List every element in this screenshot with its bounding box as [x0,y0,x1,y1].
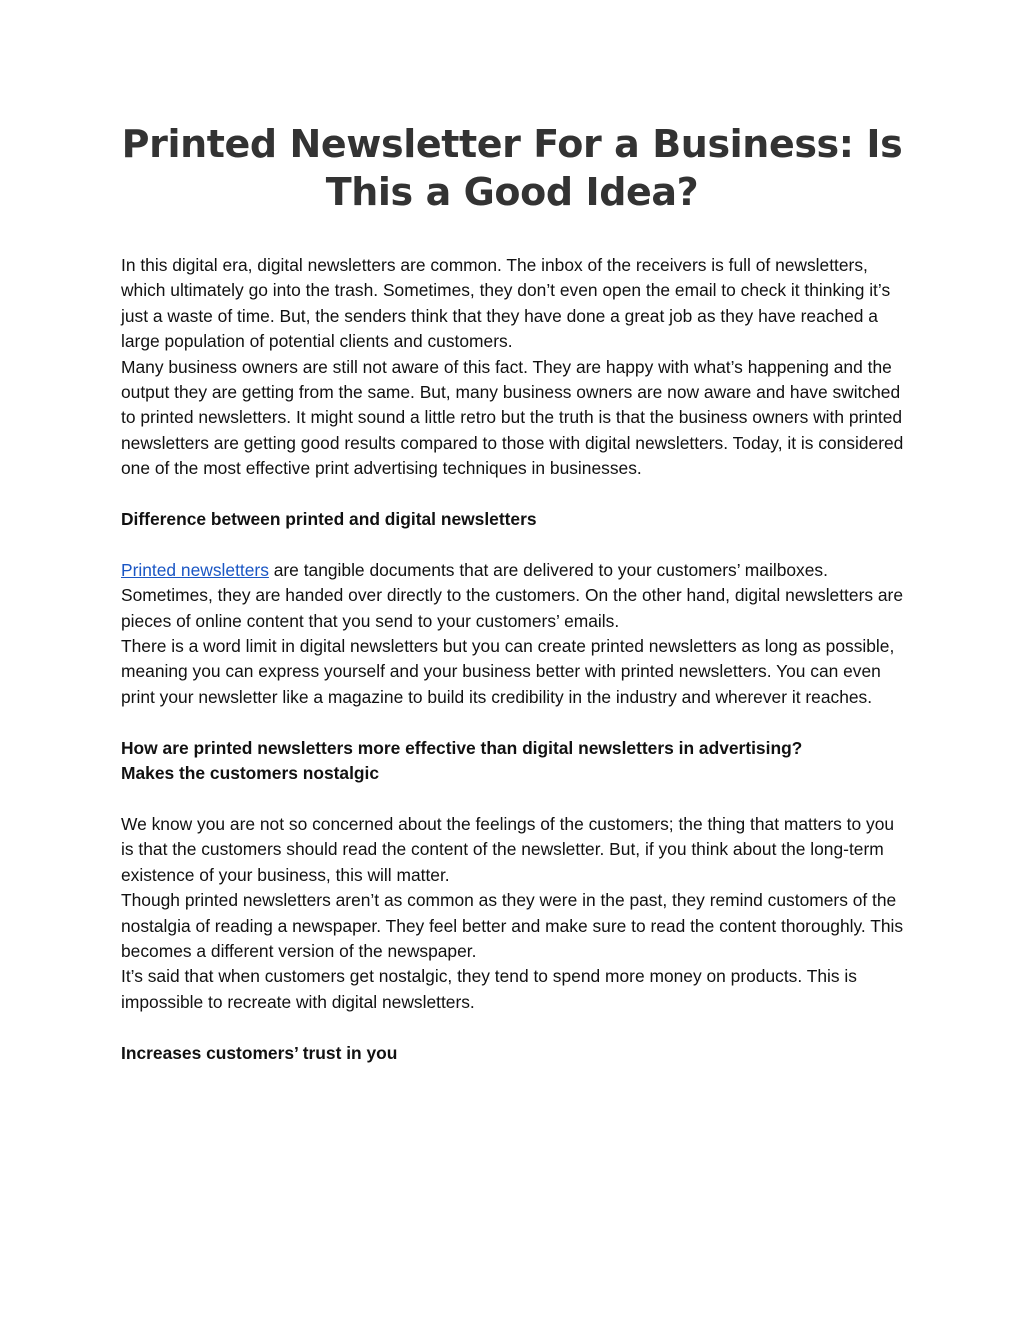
section-heading-difference: Difference between printed and digital newsletters [121,509,537,530]
section-heading-effective: How are printed newsletters more effective than digital newsletters in advertising? [121,737,803,758]
nostalgic-paragraph-2: Though printed newsletters aren’t as common as they were in the past, they remind customers of the nostalgia of reading a newspaper. They feel better and make sure to read the content thoroughly. This becomes a different version of the newspaper. [121,890,904,961]
nostalgic-paragraph-1: We know you are not so concerned about the feelings of the customers; the thing that matters to you is that the customers should read the content of the newsletter. But, if you think about the long-term existence of your business, this will matter. [121,813,895,885]
spacer [121,1015,909,1040]
intro-paragraph-1: In this digital era, digital newsletters are common. The inbox of the receivers is full of newsletters, which ultimately go into the trash. Sometimes, they don’t even open the email to check it thinking it’s just a waste of time. But, the senders think that they have done a great job as they have reached a large population of potential clients and customers. [121,255,891,352]
difference-paragraph-2: There is a word limit in digital newsletters but you can create printed newsletters as long as possible, meaning you can express yourself and your business better with printed newsletters. You can even print your newsletter like a magazine to build its credibility in the industry and wherever it reaches. [121,636,895,707]
intro-paragraph-2: Many business owners are still not aware of this fact. They are happy with what’s happening and the output they are getting from the same. But, many business owners are now aware and have switched to printed newsletters. It might sound a little retro but the truth is that the business owners with printed newsletters are getting good results compared to those with digital newsletters. Today, it is considered one of the most effective print advertising techniques in businesses. [121,356,904,479]
nostalgic-paragraph-3: It’s said that when customers get nostalgic, they tend to spend more money on products. This is impossible to recreate with digital newsletters. [121,966,857,1012]
difference-paragraph-1-text: are tangible documents that are delivered to your customers’ mailboxes. Sometimes, they are handed over directly to the customers. On the other hand, digital newsletters are pieces of online content that you send to your customers’ emails. [121,559,904,631]
subheading-nostalgic: Makes the customers nostalgic [121,763,380,784]
spacer [121,532,909,557]
spacer [121,786,909,811]
spacer [121,710,909,735]
document-body [121,253,909,1066]
difference-paragraph-1 [121,558,909,634]
printed-newsletters-link[interactable]: Printed newsletters [121,559,269,580]
spacer [121,482,909,507]
subheading-trust: Increases customers’ trust in you [121,1042,398,1063]
document-title: Printed Newsletter For a Business: Is This a Good Idea? [121,122,903,214]
